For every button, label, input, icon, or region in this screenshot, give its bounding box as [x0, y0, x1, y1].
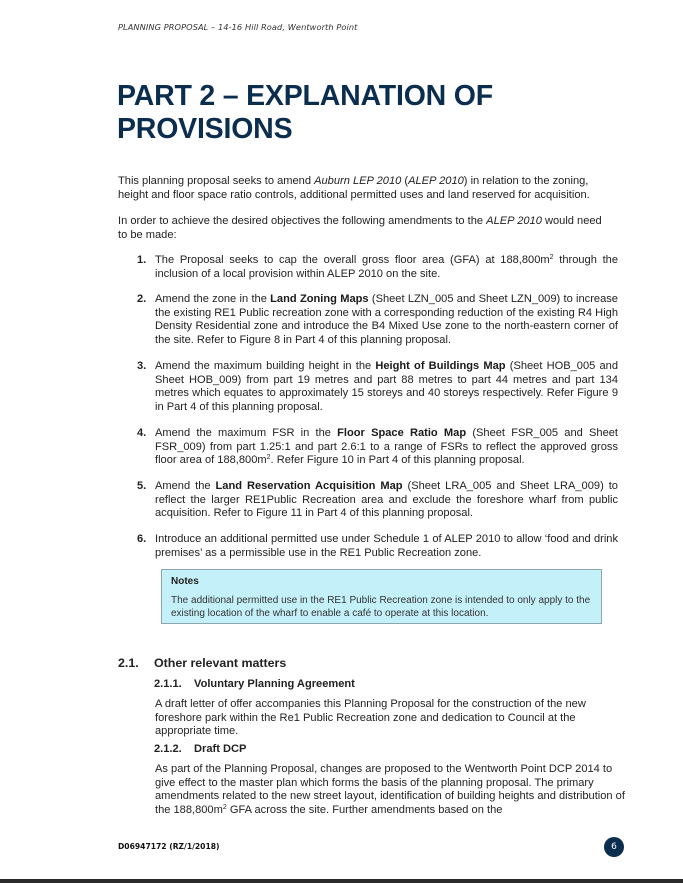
- text: (Sheet LZN_005 and Sheet LZN_009) to increase the existing RE1 Public recreation zone with a corresponding reduction of the existing R4 High Density Residential zone and introduce the B4 Mixed Use zone to the north-eastern corner of the site. Refer to Figure 8 in Part 4 of this planning proposal.: [155, 293, 618, 346]
- section-title: Draft DCP: [194, 743, 247, 755]
- list-number: 6.: [137, 533, 147, 545]
- text: ) in relation to the zoning, height and floor space ratio controls, additional permitted uses and land reserved for acquisition.: [118, 175, 590, 201]
- list-text: Introduce an additional permitted use under Schedule 1 of ALEP 2010 to allow ‘food and drink premises’ as a permissible use in the RE1 Public Recreation zone.: [155, 533, 618, 559]
- text: would need to be made:: [118, 215, 602, 241]
- section-heading-2-1-2: [154, 743, 246, 755]
- text: . Refer Figure 10 in Part 4 of this planning proposal.: [270, 454, 525, 467]
- list-text: [155, 293, 618, 347]
- text: GFA across the site. Further amendments based on the: [226, 803, 503, 816]
- emphasis: Auburn LEP 2010: [314, 175, 402, 187]
- intro-paragraph-1: [118, 175, 610, 202]
- notes-body: The additional permitted use in the RE1 Public Recreation zone is intended to only apply to the existing location of the wharf to enable a café to operate at this location.: [171, 595, 591, 619]
- list-number: 5.: [137, 480, 147, 492]
- text: (Sheet HOB_005 and Sheet HOB_009) from part 19 metres and part 88 metres to part 44 metres and part 134 metres which equates to approximately 15 storeys and 40 storeys respectively. Refer Figure 9 in Part 4 of this planning proposal.: [155, 360, 618, 413]
- list-text: [155, 360, 618, 414]
- intro-paragraph-2: [118, 215, 610, 242]
- text: As part of the Planning Proposal, changes are proposed to the Wentworth Point DCP 2014 to give effect to the master plan which forms the basis of the planning proposal. The primary amendments related to the new street layout, identification of building heights and distribution of the 188,800m: [155, 763, 625, 816]
- page-bottom-divider: [0, 879, 683, 883]
- list-text: [155, 480, 618, 521]
- section-number: 2.1.1.: [154, 678, 182, 690]
- section-title: Other relevant matters: [154, 656, 287, 670]
- text: Amend the maximum FSR in the: [155, 427, 338, 439]
- list-number: 2.: [137, 293, 147, 305]
- superscript: 2: [549, 254, 554, 261]
- notes-box: [161, 569, 602, 624]
- title-line-1: PART 2 – EXPLANATION OF: [117, 80, 493, 112]
- superscript: 2: [222, 803, 227, 811]
- title-line-2: PROVISIONS: [117, 113, 293, 145]
- map-name: Land Reservation Acquisition Map: [215, 480, 403, 492]
- list-number: 1.: [137, 254, 147, 266]
- section-heading-2-1-1: [154, 678, 355, 690]
- text: The Proposal seeks to cap the overall gross floor area (GFA) at 188,800m: [155, 254, 550, 266]
- text: Amend the: [155, 480, 216, 492]
- notes-title: Notes: [171, 576, 199, 587]
- list-text: [155, 427, 618, 468]
- list-text: [155, 254, 618, 281]
- text: (: [401, 175, 409, 187]
- page-number-badge: 6: [604, 837, 624, 857]
- superscript: 2: [266, 454, 271, 462]
- text: In order to achieve the desired objectives the following amendments to the: [118, 215, 487, 227]
- document-reference: D06947172 (RZ/1/2018): [118, 842, 220, 851]
- text: This planning proposal seeks to amend: [118, 175, 315, 187]
- emphasis: ALEP 2010: [486, 215, 542, 227]
- page-title: [117, 80, 493, 146]
- text: (Sheet LRA_005 and Sheet LRA_009) to reflect the larger RE1Public Recreation area and exclude the foreshore wharf from public acquisition. Refer to Figure 11 in Part 4 of this planning proposal.: [155, 480, 618, 520]
- list-number: 4.: [137, 427, 147, 439]
- section-heading-2-1: [118, 656, 286, 670]
- section-number: 2.1.2.: [154, 743, 182, 755]
- section-title: Voluntary Planning Agreement: [194, 678, 355, 690]
- map-name: Floor Space Ratio Map: [337, 427, 467, 439]
- emphasis: ALEP 2010: [408, 175, 464, 187]
- section-2-1-2-body: [155, 763, 625, 817]
- text: Amend the zone in the: [155, 293, 271, 305]
- text: Amend the maximum building height in the: [155, 360, 376, 372]
- text: through the inclusion of a local provision within ALEP 2010 on the site.: [155, 254, 618, 280]
- map-name: Land Zoning Maps: [270, 293, 369, 305]
- list-number: 3.: [137, 360, 147, 372]
- map-name: Height of Buildings Map: [375, 360, 506, 372]
- section-number: 2.1.: [118, 656, 139, 670]
- section-2-1-1-body: A draft letter of offer accompanies this Planning Proposal for the construction of the new foreshore park within the Re1 Public Recreation zone and dedication to Council at the appropriate time.: [155, 698, 586, 738]
- text: (Sheet FSR_005 and Sheet FSR_009) from part 1.25:1 and part 2.6:1 to a range of FSRs to reflect the approved gross floor area of 188,800m: [155, 427, 618, 467]
- running-header: PLANNING PROPOSAL – 14-16 Hill Road, Wentworth Point: [118, 22, 358, 32]
